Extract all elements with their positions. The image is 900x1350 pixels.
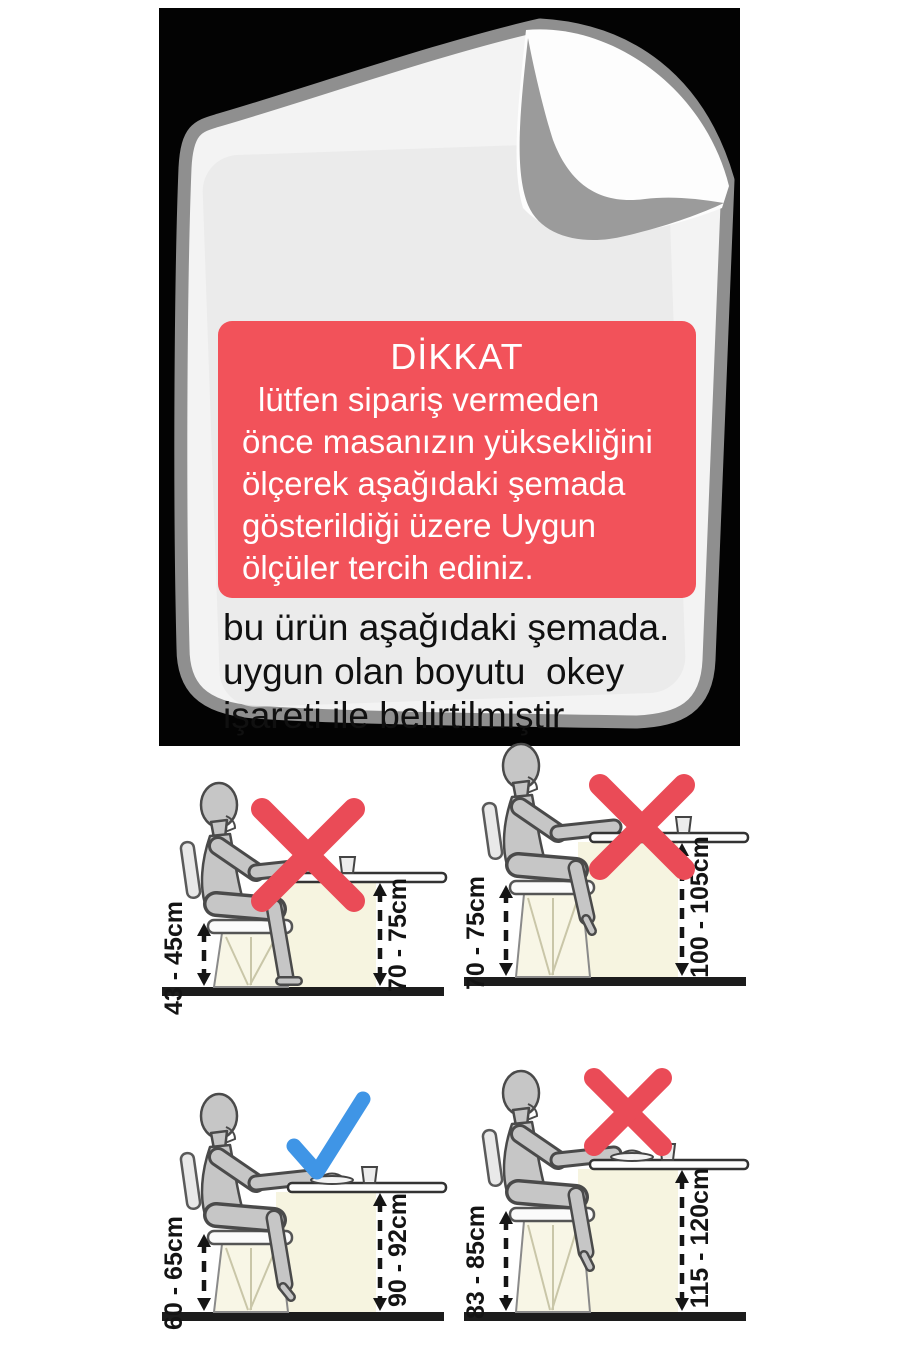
note-line: bu ürün aşağıdaki şemada.	[223, 607, 670, 648]
notice-line: ölçerek aşağıdaki şemada	[242, 465, 626, 502]
notice-line: gösterildiği üzere Uygun	[242, 507, 597, 544]
seated-figure-illustration	[158, 765, 458, 1015]
seat-height-label: 43 - 45cm	[160, 901, 188, 1015]
notice-line: ölçüler tercih ediniz.	[242, 549, 534, 586]
seated-figure-illustration	[158, 1066, 458, 1341]
table-height-label: 115 - 120cm	[686, 1167, 714, 1309]
cup	[362, 1167, 377, 1183]
seat-height-label: 70 - 75cm	[462, 876, 490, 990]
seated-figure-illustration	[460, 755, 760, 1005]
notice-line: önce masanızın yüksekliğini	[242, 423, 653, 460]
note-text	[223, 606, 693, 738]
table	[590, 1160, 748, 1169]
check-mark-icon	[294, 1099, 363, 1172]
notice-line: lütfen sipariş vermeden	[258, 381, 600, 418]
notice-panel	[159, 8, 740, 746]
x-mark-icon	[594, 1078, 662, 1146]
diagram-top-right	[460, 755, 760, 1005]
seat-height-arrow	[499, 885, 513, 976]
diagram-bottom-right	[460, 1066, 760, 1341]
notice-title: DİKKAT	[390, 336, 524, 377]
notice-box	[218, 321, 696, 598]
table-height-label: 90 - 92cm	[384, 1193, 412, 1307]
seat-height-arrow	[197, 923, 211, 986]
diagram-bottom-left	[158, 1066, 458, 1341]
seat-height-arrow	[499, 1211, 513, 1311]
table	[288, 873, 446, 882]
ground-line	[162, 1312, 444, 1321]
seated-figure-illustration	[460, 1066, 760, 1341]
note-line: işareti ile belirtilmiştir	[223, 695, 565, 736]
diagram-top-left	[158, 765, 458, 1015]
cup	[340, 857, 355, 873]
table	[288, 1183, 446, 1192]
note-line: uygun olan boyutu okey	[223, 651, 625, 692]
table-height-label: 70 - 75cm	[384, 878, 412, 992]
seat-height-label: 83 - 85cm	[462, 1205, 490, 1319]
cup	[676, 817, 691, 833]
wall-shade	[578, 1169, 678, 1312]
ground-line	[464, 1312, 746, 1321]
seat-height-label: 60 - 65cm	[160, 1216, 188, 1330]
table-height-label: 100 - 105cm	[686, 836, 714, 978]
seat-height-arrow	[197, 1234, 211, 1311]
